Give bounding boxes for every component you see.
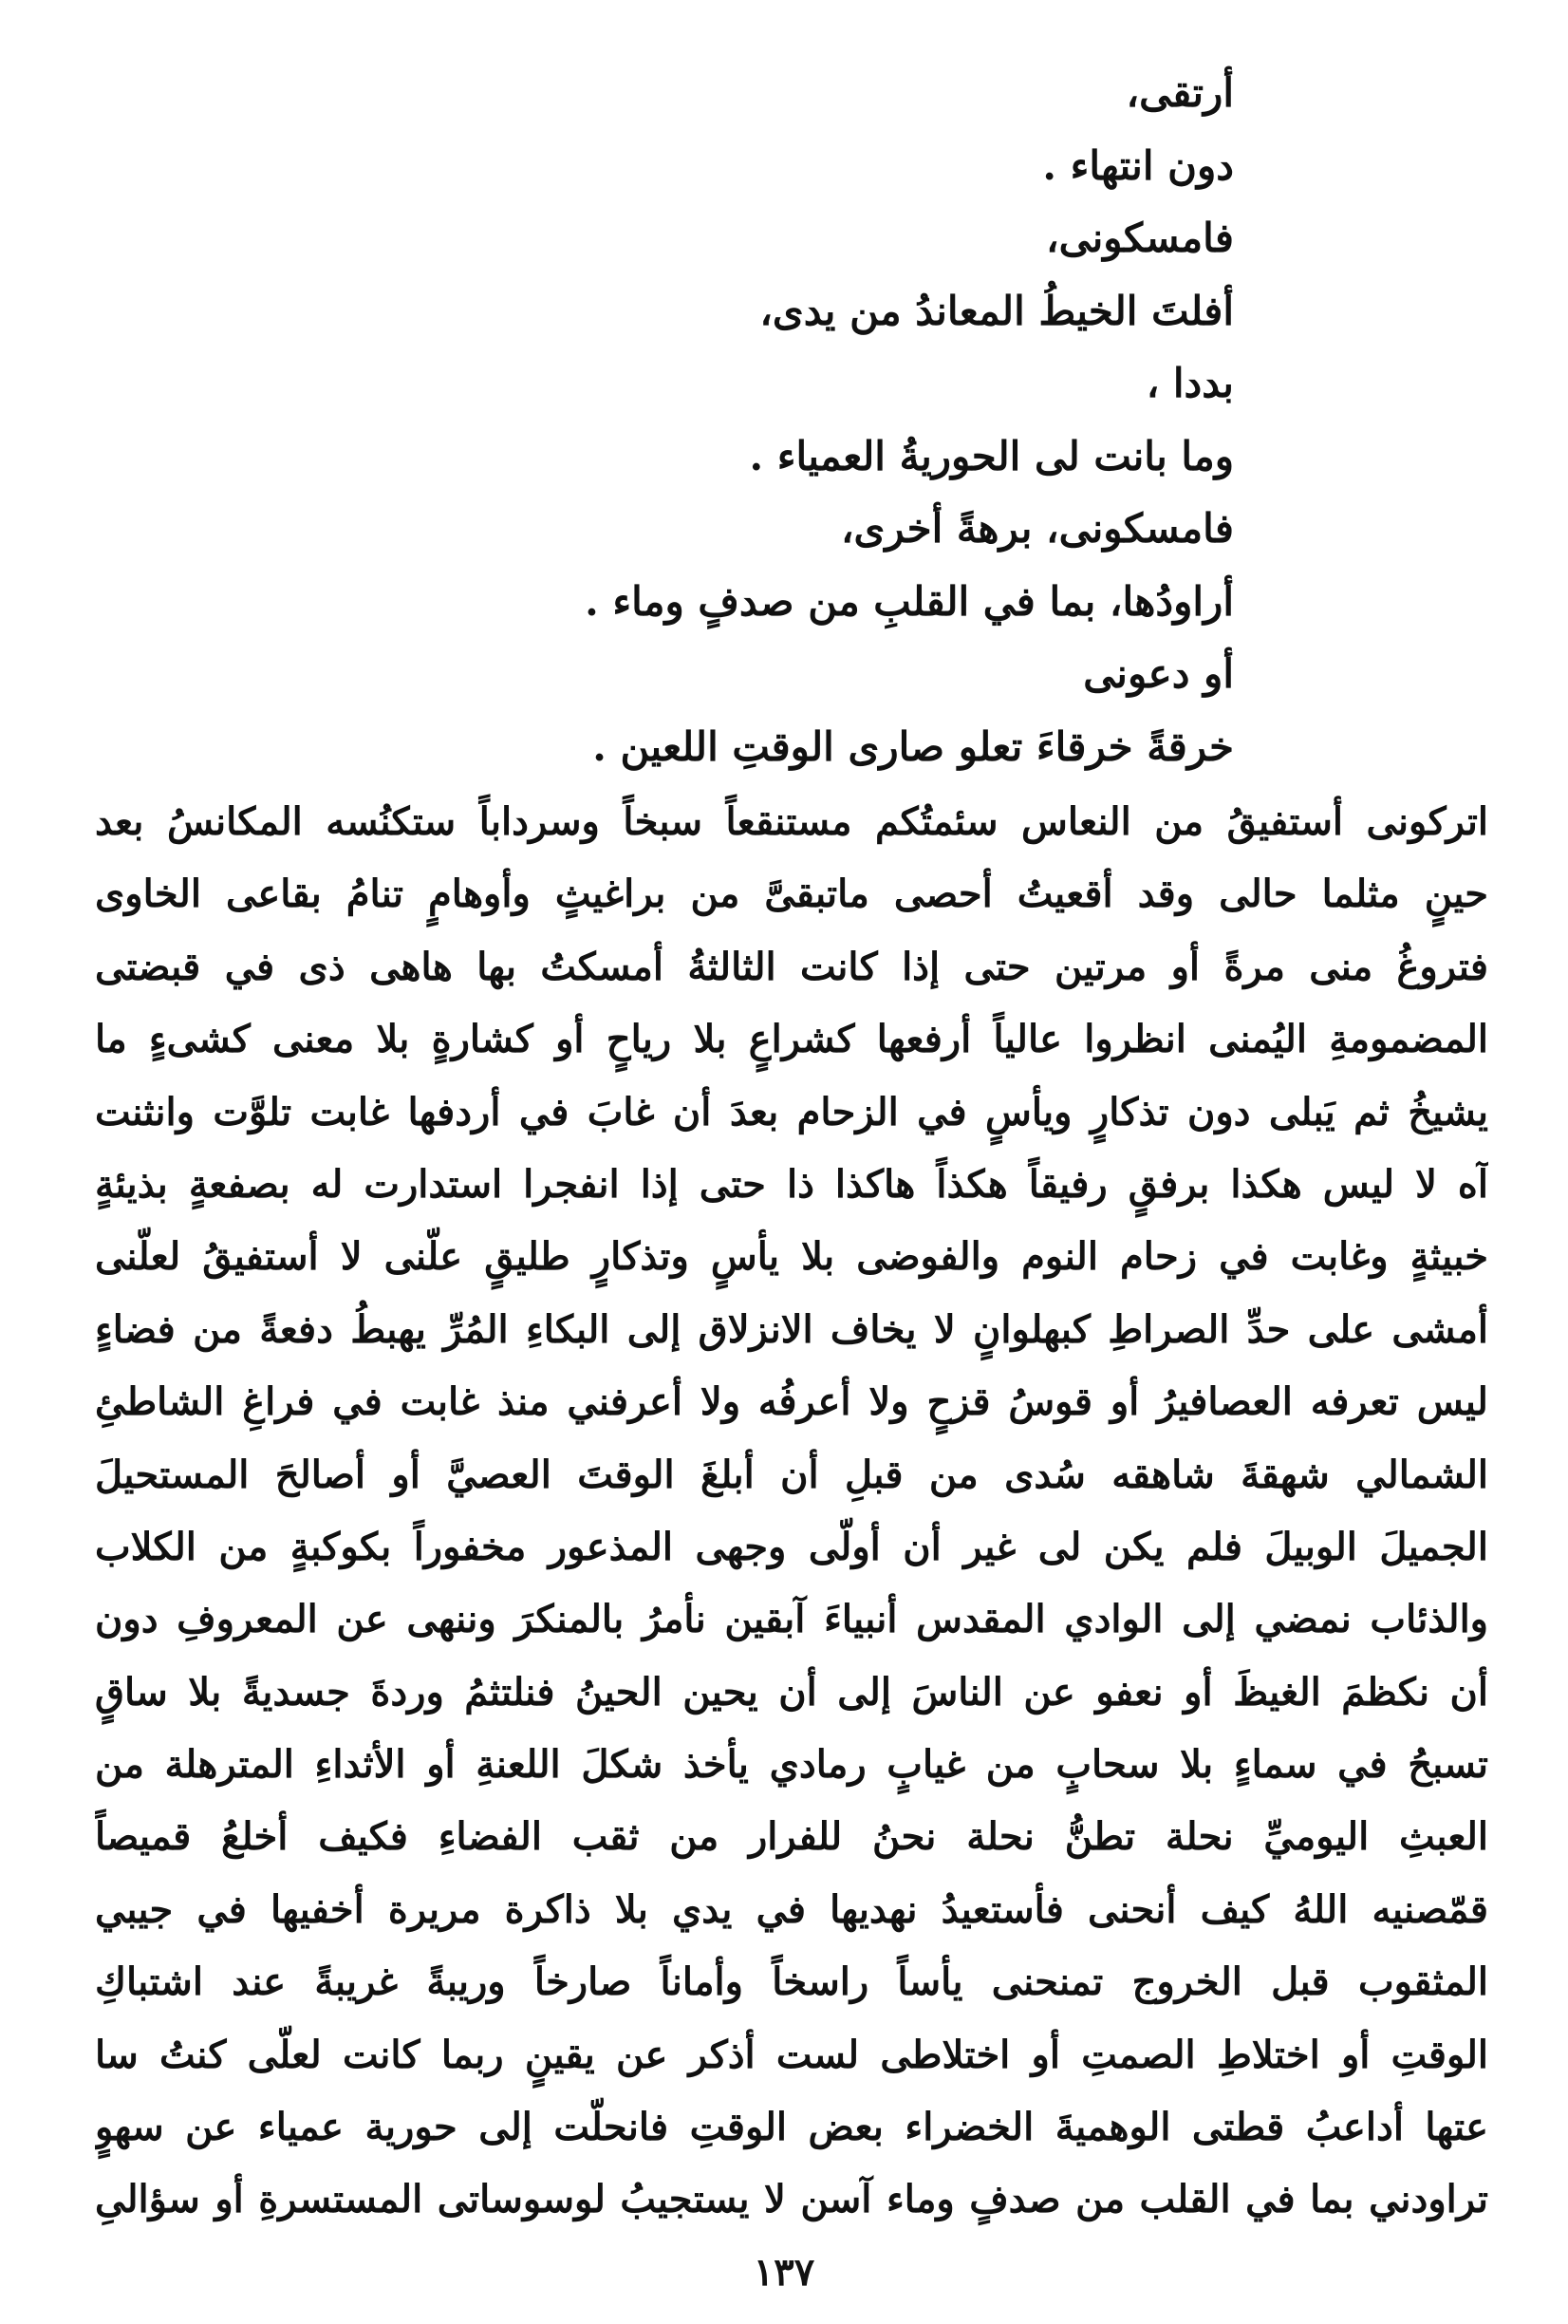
page-number: ١٣٧	[753, 2250, 815, 2295]
prose-line: اتركونى أستفيقُ من النعاس سئمتُكم مستنقعاً سبخاً وسرداباً ستكنُسه المكانسُ بعد	[95, 799, 1488, 844]
poem-line: أفلتَ الخيطُ المعاندُ من يدى،	[759, 287, 1234, 334]
poem-line: بددا ،	[1146, 360, 1234, 406]
poem-line: وما بانت لى الحوريةُ العمياء .	[749, 432, 1234, 479]
prose-line: والذئاب نمضي إلى الوادي المقدس أنبياءَ آبقين نأمرُ بالمنكرَ وننهى عن المعروفِ دون	[95, 1597, 1488, 1642]
poem-line: أرتقى،	[1126, 69, 1234, 116]
prose-line: الشمالي شهقةَ شاهقه سُدى من قبلِ أن أبلغَ الوقتَ العصيَّ أو أصالحَ المستحيلَ	[95, 1452, 1488, 1497]
prose-line: أن نكظمَ الغيظَ أو نعفو عن الناسَ إلى أن يحين الحينُ فنلتثمُ وردةَ جسديةً بلا ساقٍ	[95, 1669, 1488, 1715]
poem-line: فامسكونى، برهةً أخرى،	[841, 505, 1234, 552]
prose-paragraph	[95, 786, 1488, 2237]
prose-line: آه لا ليس هكذا برفقٍ رفيقاً هكذاً هاكذا ذا حتى إذا انفجرا استدارت له بصفعةٍ بذيئةٍ	[95, 1161, 1488, 1207]
prose-line: الجميلَ الوبيلَ فلم يكن لى غير أن أولّى وجهى المذعور مخفوراً بكوكبةٍ من الكلاب	[95, 1524, 1488, 1569]
poem-line: أو دعونى	[1083, 650, 1234, 697]
poem-line: أراودُها، بما في القلبِ من صدفٍ وماء .	[585, 577, 1234, 625]
prose-line: يشيخُ ثم يَبلى دون تذكارٍ ويأسٍ في الزحام بعدَ أن غابَ في أردفها غابت تلوَّت وانثنت	[95, 1089, 1488, 1134]
prose-line: عتها أداعبُ قطتى الوهميةَ الخضراء بعض الوقتِ فانحلّت إلى حورية عمياء عن سهوٍ	[95, 2105, 1488, 2150]
prose-line: قمّصنيه اللهُ كيف أنحنى فأستعيدُ نهديها في يدي بلا ذاكرة مريرة أخفيها في جيبي	[95, 1886, 1488, 1932]
prose-line: حينٍ مثلما حالى وقد أقعيتُ أحصى ماتبقىَّ من براغيثٍ وأوهامٍ تنامُ بقاعى الخاوى	[95, 872, 1488, 917]
prose-line: أمشى على حدِّ الصراطِ كبهلوانٍ لا يخاف الانزلاق إلى البكاءِ المُرِّ يهبطُ دفعةً من فضاءٍ	[95, 1306, 1488, 1352]
poem-line: فامسكونى،	[1046, 215, 1234, 261]
prose-line: ليس تعرفه العصافيرُ أو قوسُ قزحٍ ولا أعرفُه ولا أعرفني منذ غابت في فراغِ الشاطئِ	[95, 1379, 1488, 1425]
prose-line: فتروغُ منى مرةً أو مرتين حتى إذا كانت الثالثةُ أمسكتُ بها هاهى ذى في قبضتى	[95, 944, 1488, 989]
prose-line: تسبحُ في سماءٍ بلا سحابٍ من غيابٍ رمادي يأخذ شكلَ اللعنةِ أو الأثداءِ المترهلة من	[95, 1742, 1488, 1788]
poem-line: دون انتهاء .	[1042, 141, 1234, 189]
prose-line: خبيثةٍ وغابت في زحام النوم والفوضى بلا يأسٍ وتذكارٍ طليقٍ علّنى لا أستفيقُ لعلّنى	[95, 1234, 1488, 1280]
prose-line: المثقوب قبل الخروج تمنحنى يأساً راسخاً وأماناً صارخاً وريبةً غريبةً عند اشتباكِ	[95, 1959, 1488, 2005]
poem-line: خرقةً خرقاءَ تعلو صارى الوقتِ اللعين .	[592, 722, 1234, 770]
poem-stanza	[532, 57, 1234, 783]
prose-line: العبثِ اليوميِّ نحلة تطنُّ نحلة نحنُ للفرار من ثقب الفضاءِ فكيف أخلعُ قميصاً	[95, 1814, 1488, 1860]
prose-line: الوقتِ أو اختلاطِ الصمتِ أو اختلاطى لست أذكر عن يقينٍ ربما كانت لعلّى كنتُ سا	[95, 2032, 1488, 2077]
prose-line: المضمومةِ اليُمنى انظروا عالياً أرفعها كشراعٍ بلا رياحٍ أو كشارةٍ بلا معنى كشىءٍ ما	[95, 1017, 1488, 1062]
prose-line: تراودني بما في القلب من صدفٍ وماء آسن لا يستجيبُ لوسوساتى المستسرةِ أو سؤالىِ	[95, 2177, 1488, 2222]
